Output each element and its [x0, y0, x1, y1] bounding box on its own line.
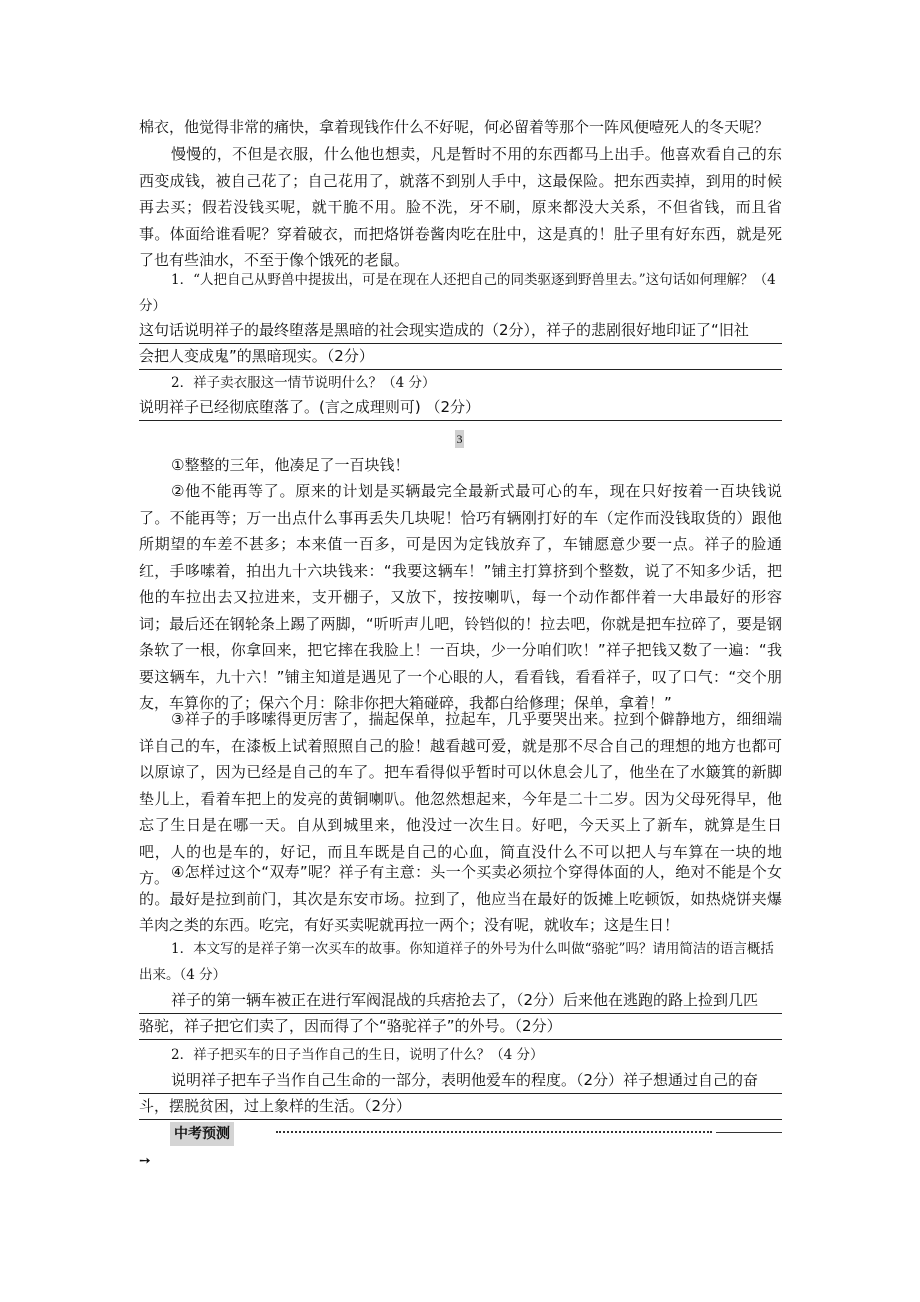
passage-2-question-2: 2．祥子把买车的日子当作自己的生日，说明了什么？（4 分） [171, 1047, 544, 1063]
passage-2-paragraph-2: ②他不能再等了。原来的计划是买辆最完全最新式最可心的车，现在只好按着一百块钱说了。不能再等；万一出点什么事再丢失几块呢！恰巧有辆刚打好的车（定作而没钱取货的）跟他所期望的车差不甚多；本来值一百多，可是因为定钱放弃了，车铺愿意少要一点。祥子的脸通红，手哆嗦着，拍出九十六块钱来：“我要这辆车！”铺主打算挤到个整数，说了不知多少话，把他的车拉出去又拉进来，支开棚子，又放下，按按喇叭，每一个动作都伴着一大串最好的形容词；最后还在钢轮条上踢了两脚，“听听声儿吧，铃铛似的！拉去吧，你就是把车拉碎了，要是钢条软了一根，你拿回来，把它摔在我脸上！一百块，少一分咱们吹！”祥子把钱又数了一遍：“我要这辆车，九十六！”铺主知道是遇见了一个心眼的人，看看钱，看看祥子，叹了口气：“交个朋友，车算你的了；保六个月：除非你把大箱碰碎，我都白给修理；保单，拿着！” [139, 482, 782, 712]
passage-1-question-2: 2．祥子卖衣服这一情节说明什么？（4 分） [171, 375, 436, 391]
dotted-line [276, 1131, 712, 1133]
passage-1-question-1: 1．“人把自己从野兽中提拔出，可是在现在人还把自己的同类驱逐到野兽里去。”这句话如何理解？（4 分） [139, 272, 776, 314]
passage-1-paragraph-1: 棉衣，他觉得非常的痛快，拿着现钱作什么不好呢，何必留着等那个一阵风便噎死人的冬天呢？ [139, 118, 770, 136]
answer-line: 这句话说明祥子的最终堕落是黑暗的社会现实造成的（2分），祥子的悲剧很好地印证了“旧社 [139, 318, 782, 344]
passage-2-paragraph-4: ④怎样过这个“双寿”呢？祥子有主意：头一个买卖必须拉个穿得体面的人，绝对不能是个女的。最好是拉到前门，其次是东安市场。拉到了，他应当在最好的饭摊上吃顿饭，如热烧饼夹爆羊肉之类的东西。吃完，有好买卖呢就再拉一两个；没有呢，就收车；这是生日！ [139, 863, 782, 934]
dotted-leader [276, 1128, 782, 1138]
page-number: 3 [456, 432, 463, 446]
answer-line: 骆驼，祥子把它们卖了，因而得了个“骆驼祥子”的外号。（2分） [139, 1014, 782, 1040]
answer-line: 斗，摆脱贫困，过上象样的生活。（2分） [139, 1094, 782, 1120]
passage-2-answer-1 [139, 988, 782, 1040]
passage-1-answer-1 [139, 318, 782, 370]
passage-2-paragraph-1: ①整整的三年，他凑足了一百块钱！ [171, 456, 410, 474]
passage-2-question-1: 1．本文写的是祥子第一次买车的故事。你知道祥子的外号为什么叫做“骆驼”吗？请用简洁的语言概括出来。（4 分） [139, 941, 774, 983]
answer-line: 会把人变成鬼”的黑暗现实。（2分） [139, 344, 782, 370]
arrow-icon: ➙ [139, 1153, 151, 1169]
answer-line: 说明祥子已经彻底堕落了。(言之成理则可) （2分） [139, 395, 782, 421]
section-label: 中考预测 [170, 1122, 234, 1146]
answer-line: 说明祥子把车子当作自己生命的一部分，表明他爱车的程度。（2分）祥子想通过自己的奋 [139, 1068, 782, 1094]
passage-2-answer-2 [139, 1068, 782, 1120]
solid-line [716, 1132, 782, 1133]
answer-line: 祥子的第一辆车被正在进行军阀混战的兵痞抢去了，（2分）后来他在逃跑的路上捡到几匹 [139, 988, 782, 1014]
passage-1-paragraph-2: 慢慢的，不但是衣服，什么他也想卖，凡是暂时不用的东西都马上出手。他喜欢看自己的东西变成钱，被自己花了；自己花用了，就落不到别人手中，这最保险。把东西卖掉，到用的时候再去买；假若没钱买呢，就干脆不用。脸不洗，牙不刷，原来都没大关系，不但省钱，而且省事。体面给谁看呢？穿着破衣，而把烙饼卷酱肉吃在肚中，这是真的！肚子里有好东西，就是死了也有些油水，不至于像个饿死的老鼠。 [139, 145, 782, 269]
passage-1-answer-2 [139, 395, 782, 421]
passage-2-paragraph-3: ③祥子的手哆嗦得更厉害了，揣起保单，拉起车，几乎要哭出来。拉到个僻静地方，细细端详自己的车，在漆板上试着照照自己的脸！越看越可爱，就是那不尽合自己的理想的地方也都可以原谅了，因为已经是自己的车了。把车看得似乎暂时可以休息会儿了，他坐在了水簸箕的新脚垫儿上，看着车把上的发亮的黄铜喇叭。他忽然想起来，今年是二十二岁。因为父母死得早，他忘了生日是在哪一天。自从到城里来，他没过一次生日。好吧，今天买上了新车，就算是生日吧，人的也是车的，好记，而且车既是自己的心血，简直没什么不可以把人与车算在一块的地方。 [139, 710, 782, 887]
